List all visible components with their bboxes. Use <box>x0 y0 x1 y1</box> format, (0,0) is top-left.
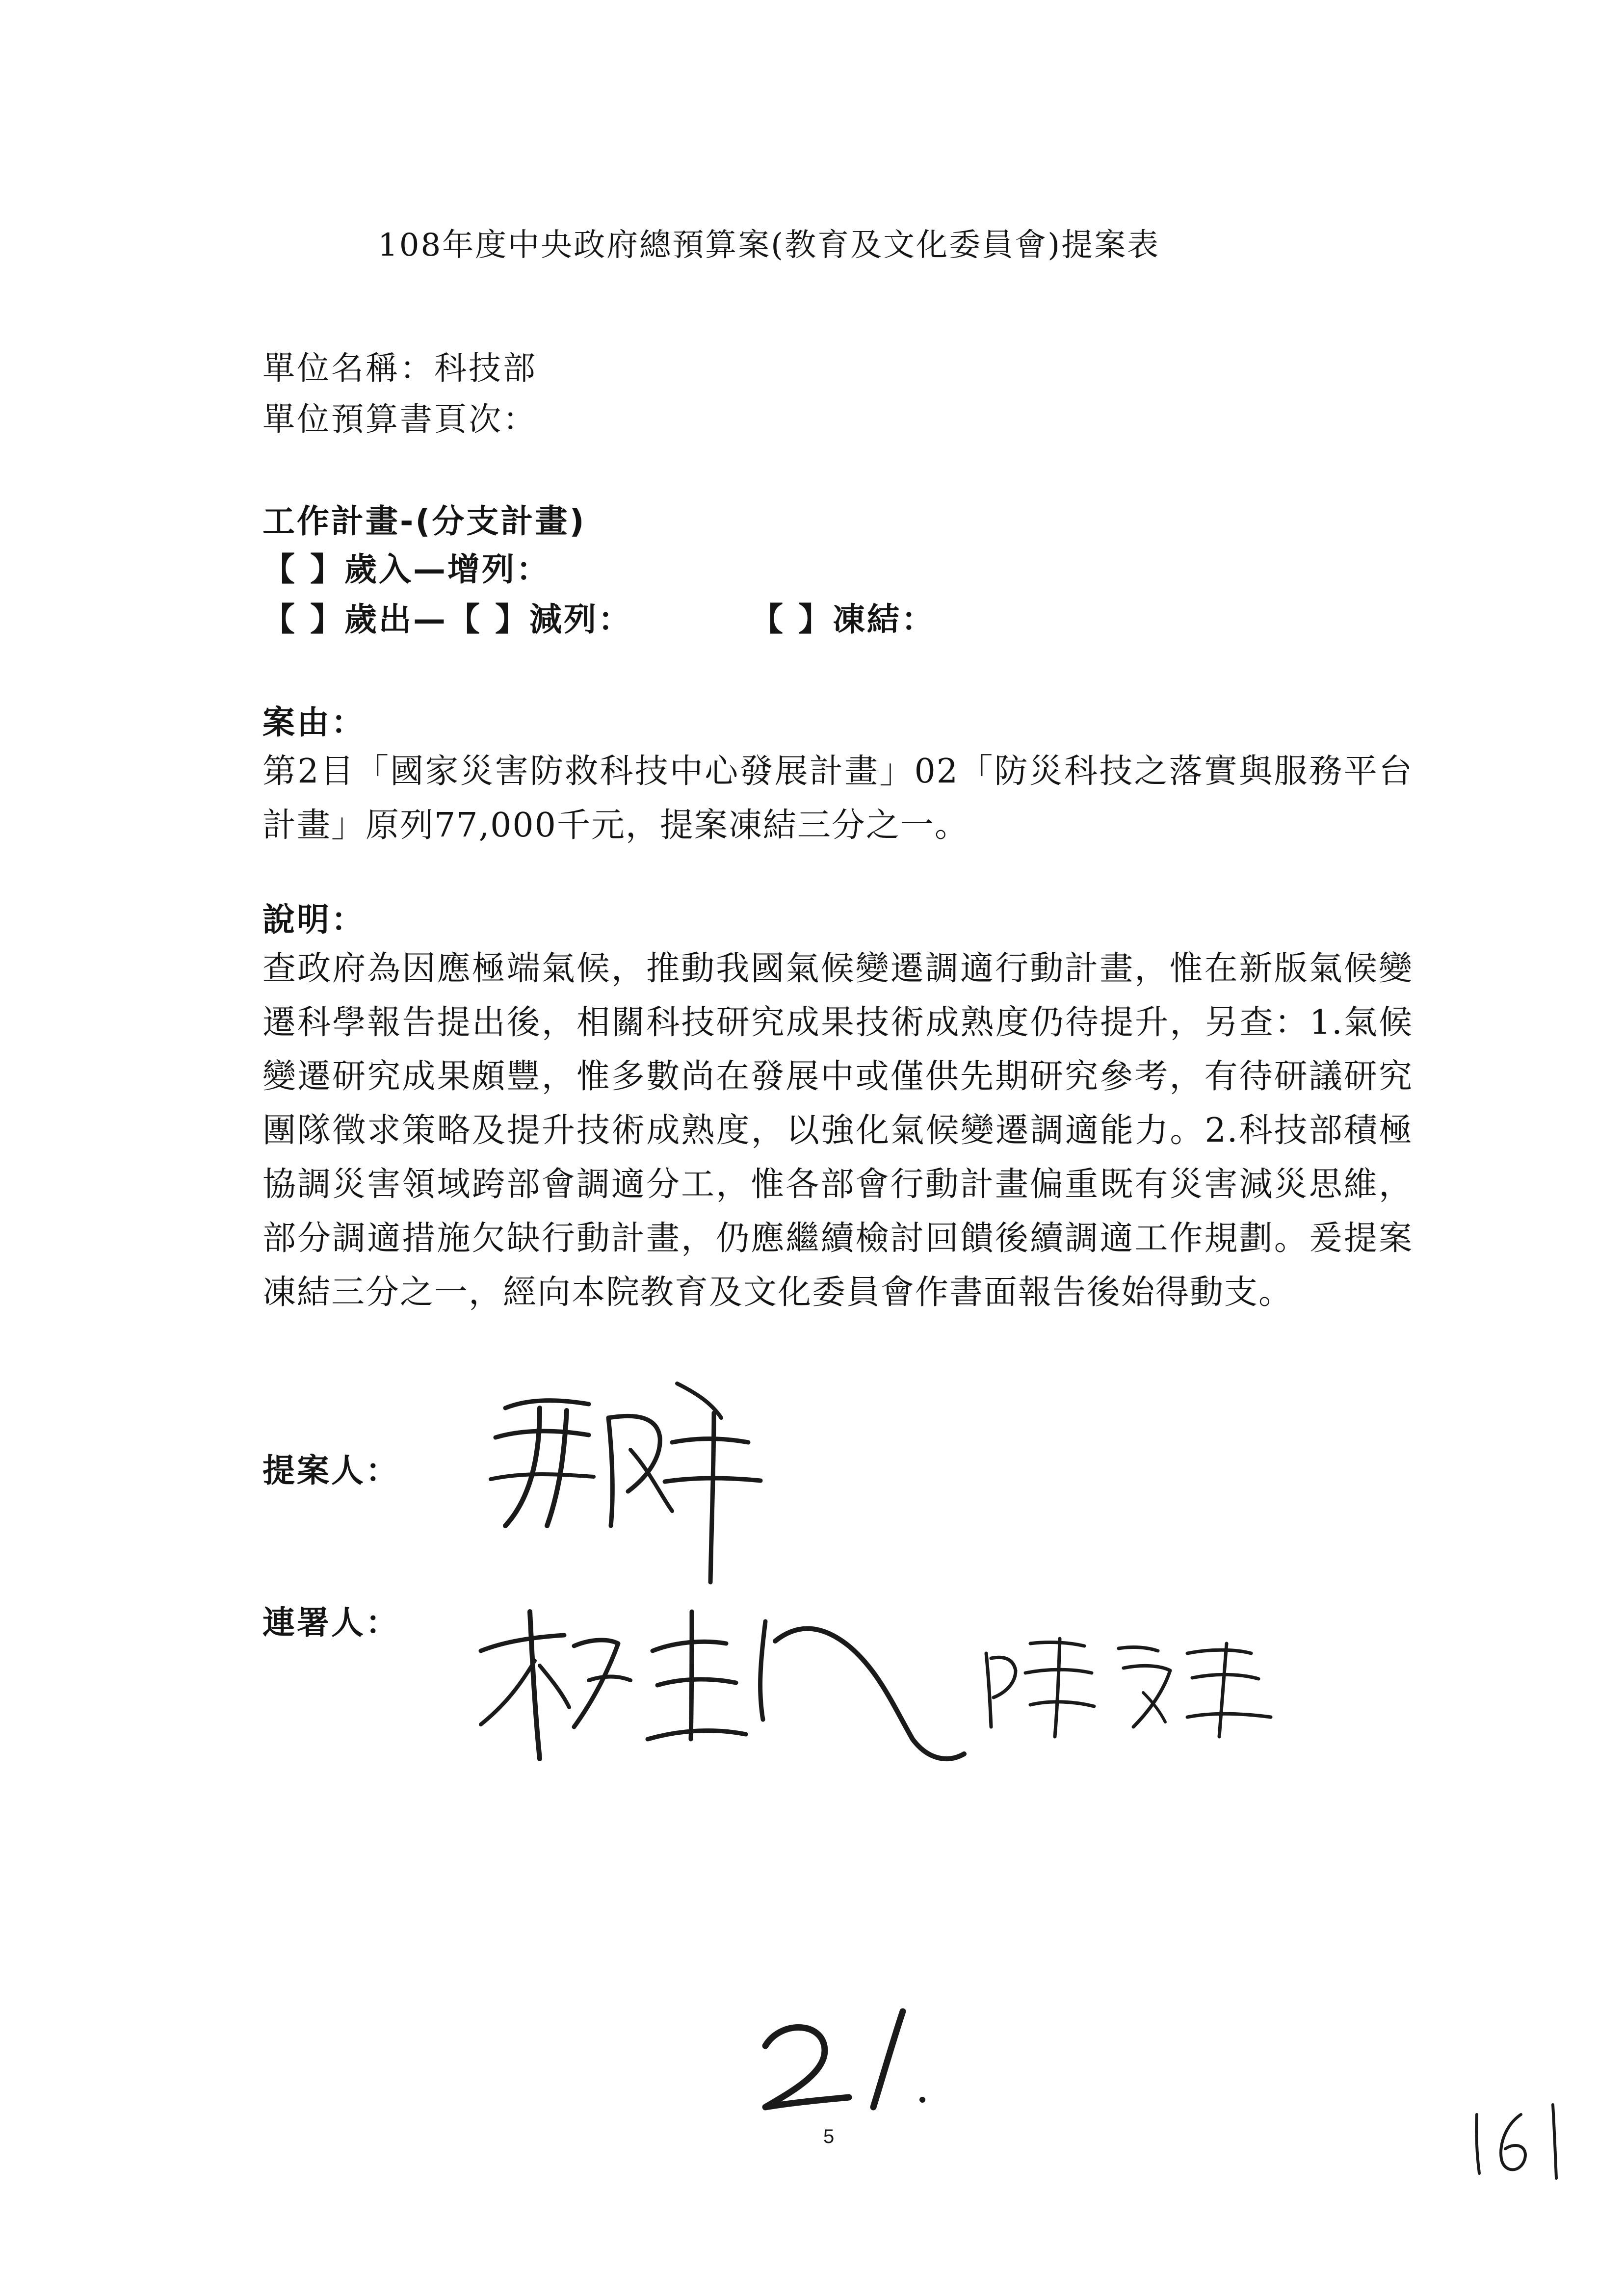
proposer-label: 提案人： <box>262 1452 400 1489</box>
page-number: 5 <box>823 2126 835 2147</box>
explanation-paragraph: 查政府為因應極端氣候，推動我國氣候變遷調適行動計畫，惟在新版氣候變遷科學報告提出後，相關科技研究成果技術成熟度仍待提升，另查：1.氣候變遷研究成果頗豐，惟多數尚在發展中或僅供先期研究參考，有待研議研究團隊徵求策略及提升技術成熟度，以強化氣候變遷調適能力。2.科技部積極協調災害領域跨部會調適分工，惟各部會行動計畫偏重既有災害減災思維，部分調適措施欠缺行動計畫，仍應繼續檢討回饋後續調適工作規劃。爰提案凍結三分之一，經向本院教育及文化委員會作書面報告後始得動支。 <box>262 949 1413 1312</box>
cosigner-signature-2 <box>976 1619 1281 1747</box>
cosigner-label: 連署人： <box>262 1604 400 1642</box>
reason-heading: 案由： <box>262 704 366 741</box>
work-plan-heading: 工作計畫-(分支計畫) <box>262 502 586 540</box>
reason-paragraph: 第2目「國家災害防救科技中心發展計畫」02「防災科技之落實與服務平台計畫」原列77,000千元，提案凍結三分之一。 <box>262 752 1413 845</box>
expense-line: 【 】歲出—【 】減列： <box>262 600 632 638</box>
freeze-line: 【 】凍結： <box>751 600 936 638</box>
document-title: 108年度中央政府總預算案(教育及文化委員會)提案表 <box>378 227 1160 263</box>
unit-name: 單位名稱：科技部 <box>262 349 537 387</box>
cosigner-signature-1 <box>461 1592 967 1778</box>
unit-budget-page: 單位預算書頁次： <box>262 400 537 438</box>
handwritten-page-mark <box>1467 2095 1575 2183</box>
revenue-line: 【 】歲入—增列： <box>262 550 550 588</box>
explanation-heading: 說明： <box>262 901 366 939</box>
proposer-signature <box>466 1364 770 1590</box>
handwritten-number-21 <box>746 2002 952 2119</box>
